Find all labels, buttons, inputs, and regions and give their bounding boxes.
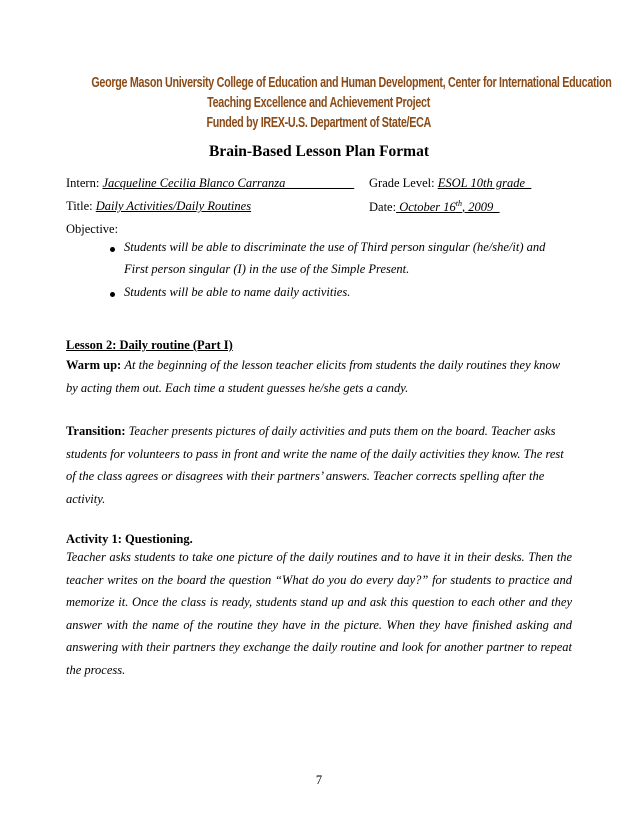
page-number: 7 [315,773,323,787]
activity-1-paragraph [66,546,572,681]
header-institution-line [0,75,638,91]
intern-value: Jacqueline Cecilia Blanco Carranza___________ [102,176,355,190]
lesson-title-line [66,199,251,214]
intern-label: Intern: [66,176,100,190]
grade-label: Grade Level: [369,176,435,190]
lesson-title-label: Title: [66,199,93,213]
objective-2-line-1: Students will be able to name daily activities. [124,285,351,299]
date-value: October 16th, 2009_ [396,199,500,215]
date-line [369,199,500,215]
intern-line [66,176,354,191]
transition-text: Teacher presents pictures of daily activities and puts them on the board. Teacher asks students for volunteers to pass in front and write the name of the daily activities they know. The rest of the class agrees or disagrees with their partners’ answers. Teacher corrects spelling after the activity. [66,424,564,506]
lesson-title-value: Daily Activities/Daily Routines [95,199,252,213]
warmup-paragraph [66,354,572,399]
warmup-text: At the beginning of the lesson teacher elicits from students the daily routines they know by acting them out. Each time a student guesses he/she gets a candy. [66,358,561,395]
header-project-text: Teaching Excellence and Achievement Project [207,95,431,111]
bullet-icon [110,292,115,297]
transition-label: Transition: [66,424,126,438]
activity-1-text: Teacher asks students to take one picture of the daily routines and to have it in their desks. Then the teacher writes on the board the question “What do you do every day?” for students to practice and memorize it. Once the class is ready, students stand up and ask this question to each other and they answer with the name of the routine they have in the picture. When they have finished asking and answering with their partners they exchange the daily routine and look for another partner to repeat the process. [66,550,572,677]
grade-line [369,176,531,191]
objective-1-line-2: First person singular (I) in the use of the Simple Present. [124,262,410,276]
document-title: Brain-Based Lesson Plan Format [208,143,430,160]
bullet-icon [110,247,115,252]
objective-label: Objective: [66,222,119,236]
header-funding-line [0,115,638,131]
activity-1-heading: Activity 1: Questioning. [66,532,193,546]
header-project-line [0,95,638,111]
header-funding-text: Funded by IREX-U.S. Department of State/ECA [206,115,432,131]
grade-value: ESOL 10th grade_ [437,176,532,190]
lesson-heading: Lesson 2: Daily routine (Part I) [66,338,233,352]
warmup-label: Warm up: [66,358,122,372]
header-institution-text: George Mason University College of Education and Human Development, Center for International Education [91,75,612,91]
transition-paragraph [66,420,572,510]
date-label: Date: [369,200,397,215]
objective-1-line-1: Students will be able to discriminate the use of Third person singular (he/she/it) and [124,240,546,254]
